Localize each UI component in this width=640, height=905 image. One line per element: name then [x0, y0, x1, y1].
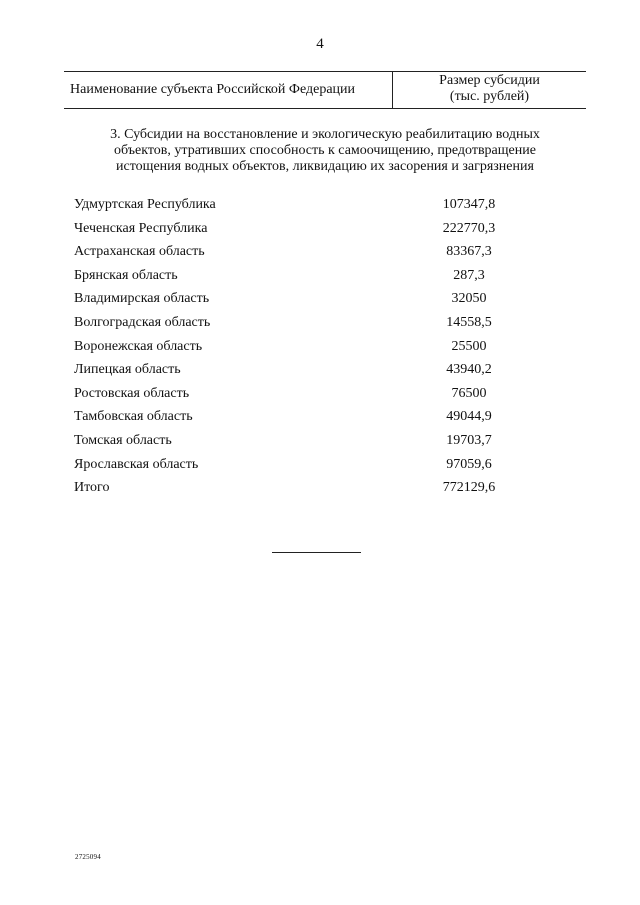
page-number: 4 — [316, 36, 324, 52]
subsidy-amount: 222770,3 — [442, 220, 496, 236]
region-name: Удмуртская Республика — [74, 197, 216, 212]
table-row — [74, 432, 534, 456]
table-row — [74, 196, 534, 220]
total-label: Итого — [74, 480, 110, 496]
region-name: Воронежская область — [74, 338, 203, 354]
header-amount-line1: Размер субсидии — [439, 73, 540, 88]
region-name: Астраханская область — [74, 244, 205, 260]
table-row — [74, 314, 534, 338]
subsidy-list — [74, 196, 534, 503]
subsidy-amount: 83367,3 — [446, 244, 492, 260]
region-name: Владимирская область — [74, 291, 210, 307]
total-row — [74, 479, 534, 503]
subsidy-amount: 49044,9 — [446, 409, 492, 425]
section-title — [60, 127, 590, 175]
subsidy-amount: 32050 — [451, 291, 487, 307]
table-header — [64, 71, 586, 109]
subsidy-amount: 287,3 — [453, 267, 485, 283]
region-name: Тамбовская область — [74, 409, 193, 425]
document-code: 2725094 — [75, 853, 101, 861]
table-row — [74, 456, 534, 480]
subsidy-amount: 43940,2 — [446, 362, 492, 378]
table-row — [74, 267, 534, 291]
subsidy-amount: 107347,8 — [442, 197, 496, 212]
table-row — [74, 290, 534, 314]
region-name: Ростовская область — [74, 385, 190, 401]
region-name: Чеченская Республика — [74, 220, 208, 236]
table-row — [74, 361, 534, 385]
region-name: Волгоградская область — [74, 314, 211, 330]
header-subject-name: Наименование субъекта Российской Федерации — [70, 82, 356, 97]
table-row — [74, 385, 534, 409]
subsidy-amount: 19703,7 — [446, 432, 492, 448]
subsidy-amount: 14558,5 — [446, 314, 492, 330]
header-amount-line2: (тыс. рублей) — [449, 89, 530, 104]
header-subsidy-amount — [393, 73, 586, 105]
section-title-line2: объектов, утративших способность к самоочищению, предотвращение — [114, 143, 536, 158]
subsidy-amount: 25500 — [451, 338, 487, 354]
region-name: Томская область — [74, 432, 172, 448]
section-title-line1: 3. Субсидии на восстановление и экологическую реабилитацию водных — [110, 127, 540, 142]
region-name: Брянская область — [74, 267, 178, 283]
total-amount: 772129,6 — [442, 480, 496, 496]
table-row — [74, 408, 534, 432]
table-row — [74, 243, 534, 267]
subsidy-amount: 76500 — [451, 385, 487, 401]
subsidy-amount: 97059,6 — [446, 456, 492, 472]
table-row — [74, 220, 534, 244]
section-title-line3: истощения водных объектов, ликвидацию их засорения и загрязнения — [116, 159, 534, 174]
region-name: Липецкая область — [74, 362, 181, 378]
end-divider — [272, 552, 361, 553]
region-name: Ярославская область — [74, 456, 199, 472]
table-row — [74, 338, 534, 362]
